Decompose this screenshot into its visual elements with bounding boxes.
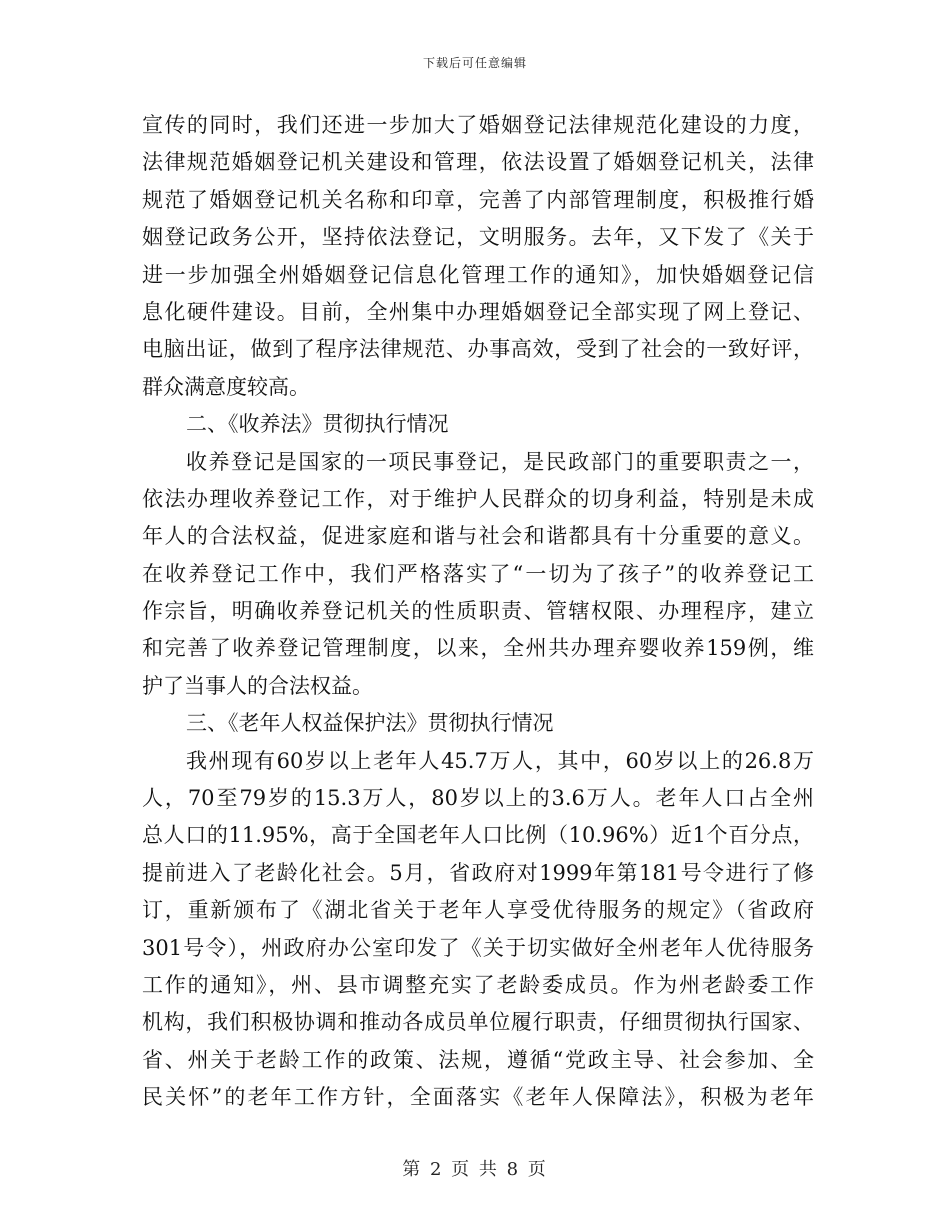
document-body <box>142 107 814 1117</box>
text-line: 作宗旨，明确收养登记机关的性质职责、管辖权限、办理程序，建立 <box>142 599 814 624</box>
text-line: 订，重新颁布了《湖北省关于老年人享受优待服务的规定》（省政府 <box>142 898 814 923</box>
text-line: 年人的合法权益，促进家庭和谐与社会和谐都具有十分重要的意义。 <box>142 524 814 549</box>
text-line: 总人口的11.95%，高于全国老年人口比例（10.96%）近1个百分点， <box>142 823 814 848</box>
text-line: 提前进入了老龄化社会。5月，省政府对1999年第181号令进行了修 <box>142 860 814 885</box>
text-line: 人，70至79岁的15.3万人，80岁以上的3.6万人。老年人口占全州 <box>142 786 814 811</box>
text-line: 姻登记政务公开，坚持依法登记，文明服务。去年，又下发了《关于 <box>142 225 814 250</box>
text-line: 进一步加强全州婚姻登记信息化管理工作的通知》，加快婚姻登记信 <box>142 262 814 287</box>
text-line: 二、《收养法》贯彻执行情况 <box>186 412 449 437</box>
text-line: 机构，我们积极协调和推动各成员单位履行职责，仔细贯彻执行国家、 <box>142 1010 814 1035</box>
page-header: 下载后可任意编辑 <box>422 56 527 70</box>
text-line: 省、州关于老龄工作的政策、法规，遵循“党政主导、社会参加、全 <box>142 1047 814 1072</box>
text-line: 息化硬件建设。目前，全州集中办理婚姻登记全部实现了网上登记、 <box>142 299 814 324</box>
text-line: 301号令），州政府办公室印发了《关于切实做好全州老年人优待服务 <box>142 935 814 960</box>
text-line: 在收养登记工作中，我们严格落实了“一切为了孩子”的收养登记工 <box>142 561 814 586</box>
text-line: 工作的通知》，州、县市调整充实了老龄委成员。作为州老龄委工作 <box>142 972 814 997</box>
page-number-footer: 第 2 页 共 8 页 <box>402 1159 548 1180</box>
text-line: 护了当事人的合法权益。 <box>142 673 373 698</box>
text-line: 法律规范婚姻登记机关建设和管理，依法设置了婚姻登记机关，法律 <box>142 150 814 175</box>
text-line: 电脑出证，做到了程序法律规范、办事高效，受到了社会的一致好评， <box>142 337 814 362</box>
text-line: 群众满意度较高。 <box>142 374 310 399</box>
text-line: 民关怀”的老年工作方针，全面落实《老年人保障法》，积极为老年 <box>142 1085 814 1110</box>
text-line: 我州现有60岁以上老年人45.7万人，其中，60岁以上的26.8万 <box>186 748 814 773</box>
text-line: 收养登记是国家的一项民事登记，是民政部门的重要职责之一， <box>186 449 814 474</box>
text-line: 三、《老年人权益保护法》贯彻执行情况 <box>186 711 554 736</box>
text-line: 规范了婚姻登记机关名称和印章，完善了内部管理制度，积极推行婚 <box>142 187 814 212</box>
text-line: 依法办理收养登记工作，对于维护人民群众的切身利益，特别是未成 <box>142 486 814 511</box>
text-line: 宣传的同时，我们还进一步加大了婚姻登记法律规范化建设的力度， <box>142 113 814 137</box>
text-line: 和完善了收养登记管理制度，以来，全州共办理弃婴收养159例，维 <box>142 636 814 661</box>
